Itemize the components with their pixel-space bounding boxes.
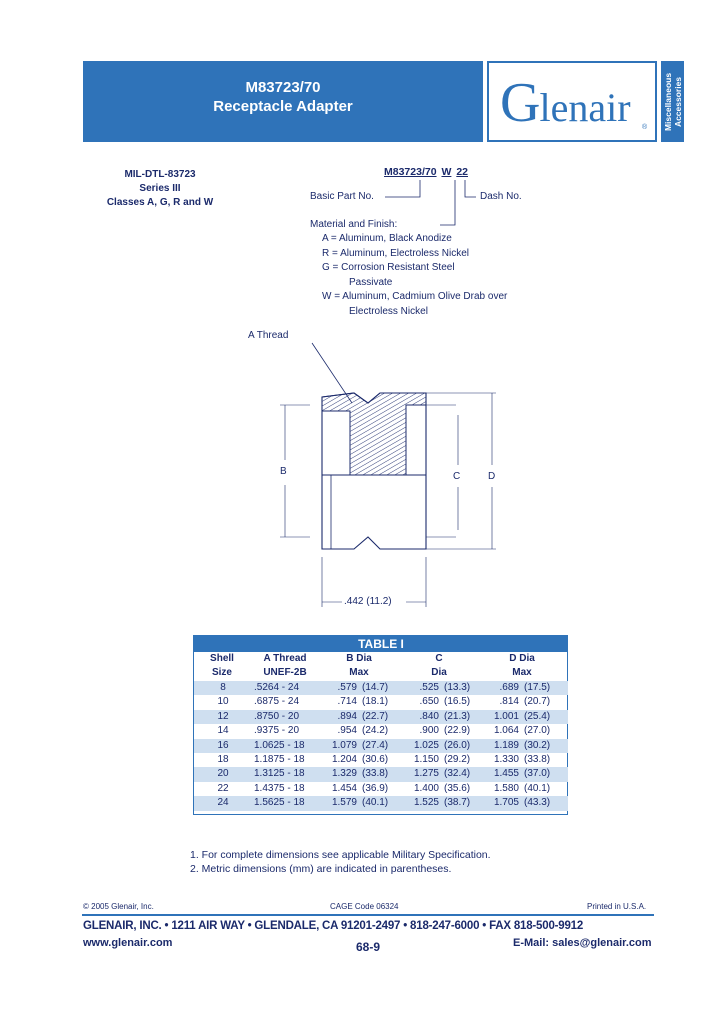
email-link[interactable]: E-Mail: sales@glenair.com (513, 937, 652, 949)
header-c-dia (400, 652, 478, 680)
table-cell-cm: (22.9) (444, 725, 471, 737)
dash-number-label: Dash No. (480, 191, 522, 202)
header-d-dia (480, 652, 564, 680)
table-cell-c: 1.150 (413, 754, 439, 765)
title-description: Receptacle Adapter (213, 98, 353, 115)
material-g-cont: Passivate (349, 277, 393, 288)
basic-part-label: Basic Part No. (310, 191, 374, 202)
glenair-logo (500, 68, 631, 143)
header-shell-1: Shell (210, 653, 234, 664)
table-row (194, 739, 568, 753)
material-g: G = Corrosion Resistant Steel (322, 262, 455, 273)
adapter-drawing (230, 325, 530, 615)
table-cell-a: .6875 - 24 (254, 696, 300, 708)
table-cell-d: .689 (499, 682, 519, 693)
table-title: TABLE I (194, 636, 568, 652)
table-cell-c: 1.275 (413, 768, 439, 780)
section-tab-line1: Miscellaneous (662, 72, 673, 131)
table-cell-cm: (21.3) (444, 710, 471, 722)
table-cell-bm: (22.7) (362, 710, 389, 722)
material-r: R = Aluminum, Electroless Nickel (322, 248, 469, 259)
table-cell-a: .9375 - 20 (254, 725, 300, 737)
table-cell-bm: (18.1) (362, 696, 389, 708)
section-tab-line2: Accessories (672, 76, 683, 127)
table-cell-size: 14 (217, 725, 229, 737)
spec-classes: Classes A, G, R and W (106, 197, 214, 208)
table-cell-size: 24 (217, 797, 229, 809)
table-cell-cm: (16.5) (444, 696, 471, 708)
table-cell-c: 1.525 (413, 797, 439, 809)
table-cell-c: .840 (419, 710, 439, 722)
table-row (194, 782, 568, 796)
table-cell-a: 1.5625 - 18 (254, 797, 305, 809)
table-cell-dm: (30.2) (524, 739, 551, 751)
table-cell-dm: (37.0) (524, 768, 551, 780)
table-cell-b: 1.454 (331, 782, 357, 794)
note-1: 1. For complete dimensions see applicable Military Specification. (190, 849, 491, 861)
material-w-cont: Electroless Nickel (349, 306, 428, 317)
registered-mark: ® (642, 124, 648, 131)
table-cell-b: 1.204 (331, 754, 357, 765)
table-cell-bm: (27.4) (362, 739, 389, 751)
table-cell-cm: (32.4) (444, 768, 471, 780)
table-cell-d: 1.001 (493, 710, 519, 722)
header-b-2: Max (349, 667, 369, 678)
page-title (83, 78, 483, 116)
spec-standard: MIL-DTL-83723 (124, 169, 196, 180)
table-cell-bm: (14.7) (362, 682, 389, 693)
header-c-2: Dia (431, 667, 447, 678)
part-material: W (441, 166, 452, 178)
part-base: M83723/70 (384, 166, 437, 178)
part-dash: 22 (456, 166, 468, 178)
table-cell-bm: (24.2) (362, 725, 389, 737)
table-cell-size: 12 (217, 710, 229, 722)
material-a: A = Aluminum, Black Anodize (322, 233, 452, 244)
table-cell-bm: (40.1) (362, 797, 389, 809)
table-row (194, 710, 568, 724)
table-cell-dm: (33.8) (524, 754, 551, 765)
table-cell-c: .525 (419, 682, 439, 693)
page-number: 68-9 (356, 940, 381, 954)
table-row (194, 695, 568, 709)
table-row (194, 681, 568, 695)
table-cell-a: .8750 - 20 (254, 710, 300, 722)
header-b-dia (320, 652, 398, 680)
table-cell-size: 10 (217, 696, 229, 708)
table-cell-d: 1.064 (493, 725, 519, 737)
a-thread-label: A Thread (248, 330, 289, 341)
copyright: © 2005 Glenair, Inc. (83, 902, 154, 911)
table-cell-cm: (26.0) (444, 739, 471, 751)
d-dim-label: D (488, 471, 496, 482)
spec-series: Series III (139, 183, 181, 194)
table-cell-dm: (17.5) (524, 682, 551, 693)
table-cell-dm: (43.3) (524, 797, 551, 809)
table-cell-dm: (25.4) (524, 710, 551, 722)
table-cell-b: 1.329 (331, 768, 357, 780)
table-cell-d: 1.580 (493, 782, 519, 794)
table-cell-b: 1.579 (331, 797, 357, 809)
note-2: 2. Metric dimensions (mm) are indicated in parentheses. (190, 863, 452, 875)
table-cell-a: .5264 - 24 (254, 682, 300, 693)
material-w: W = Aluminum, Cadmium Olive Drab over (322, 291, 508, 302)
b-dim-label: B (280, 466, 287, 477)
table-cell-d: 1.330 (493, 754, 519, 765)
table-row (194, 796, 568, 810)
header-a-thread (250, 652, 320, 680)
table-cell-a: 1.4375 - 18 (254, 782, 305, 794)
section-tab-label (661, 61, 684, 142)
table-cell-cm: (29.2) (444, 754, 471, 765)
table-cell-c: 1.025 (413, 739, 439, 751)
table-cell-d: 1.455 (493, 768, 519, 780)
length-dim-label: .442 (11.2) (344, 596, 392, 607)
table-cell-c: .900 (419, 725, 439, 737)
table-row (194, 767, 568, 781)
header-d-2: Max (512, 667, 532, 678)
table-cell-dm: (27.0) (524, 725, 551, 737)
logo-rest: lenair (539, 85, 631, 130)
header-a-1: A Thread (263, 653, 307, 664)
table-cell-dm: (40.1) (524, 782, 551, 794)
table-cell-b: .954 (337, 725, 357, 737)
table-cell-d: .814 (499, 696, 519, 708)
table-cell-size: 8 (220, 682, 226, 693)
table-cell-d: 1.189 (493, 739, 519, 751)
table-cell-cm: (35.6) (444, 782, 471, 794)
table-cell-c: 1.400 (413, 782, 439, 794)
company-address: GLENAIR, INC. • 1211 AIR WAY • GLENDALE, CA 91201-2497 • 818-247-6000 • FAX 818-500-9912 (83, 920, 584, 932)
table-cell-a: 1.0625 - 18 (254, 739, 305, 751)
table-cell-bm: (36.9) (362, 782, 389, 794)
table-cell-dm: (20.7) (524, 696, 551, 708)
table-row (194, 724, 568, 738)
footer-rule (82, 914, 654, 916)
logo-initial: G (500, 72, 540, 134)
header-c-1: C (435, 653, 443, 664)
header-shell-2: Size (211, 667, 232, 678)
c-dim-label: C (453, 471, 461, 482)
material-finish-label: Material and Finish: (310, 219, 398, 230)
table-cell-b: 1.079 (331, 739, 357, 751)
website-link[interactable]: www.glenair.com (83, 937, 173, 949)
table-row (194, 753, 568, 767)
table-cell-a: 1.3125 - 18 (254, 768, 305, 780)
printed-in: Printed in U.S.A. (587, 902, 647, 911)
table-cell-b: .579 (337, 682, 357, 693)
table-cell-size: 22 (217, 782, 229, 794)
table-cell-cm: (13.3) (444, 682, 471, 693)
cage-code: CAGE Code 06324 (330, 902, 399, 911)
header-d-1: D Dia (509, 653, 535, 664)
table-cell-size: 18 (217, 754, 229, 765)
table-cell-c: .650 (419, 696, 439, 708)
header-a-2: UNEF-2B (263, 667, 307, 678)
table-cell-size: 20 (217, 768, 229, 780)
table-cell-b: .894 (337, 710, 357, 722)
header-b-1: B Dia (346, 653, 372, 664)
table-cell-bm: (30.6) (362, 754, 389, 765)
table-cell-bm: (33.8) (362, 768, 389, 780)
spec-block (90, 168, 230, 210)
table-cell-a: 1.1875 - 18 (254, 754, 305, 765)
table-cell-b: .714 (337, 696, 357, 708)
table-cell-cm: (38.7) (444, 797, 471, 809)
title-part-number: M83723/70 (245, 79, 321, 96)
table-cell-size: 16 (217, 739, 229, 751)
header-shell-size (194, 652, 250, 680)
table-cell-d: 1.705 (493, 797, 519, 809)
